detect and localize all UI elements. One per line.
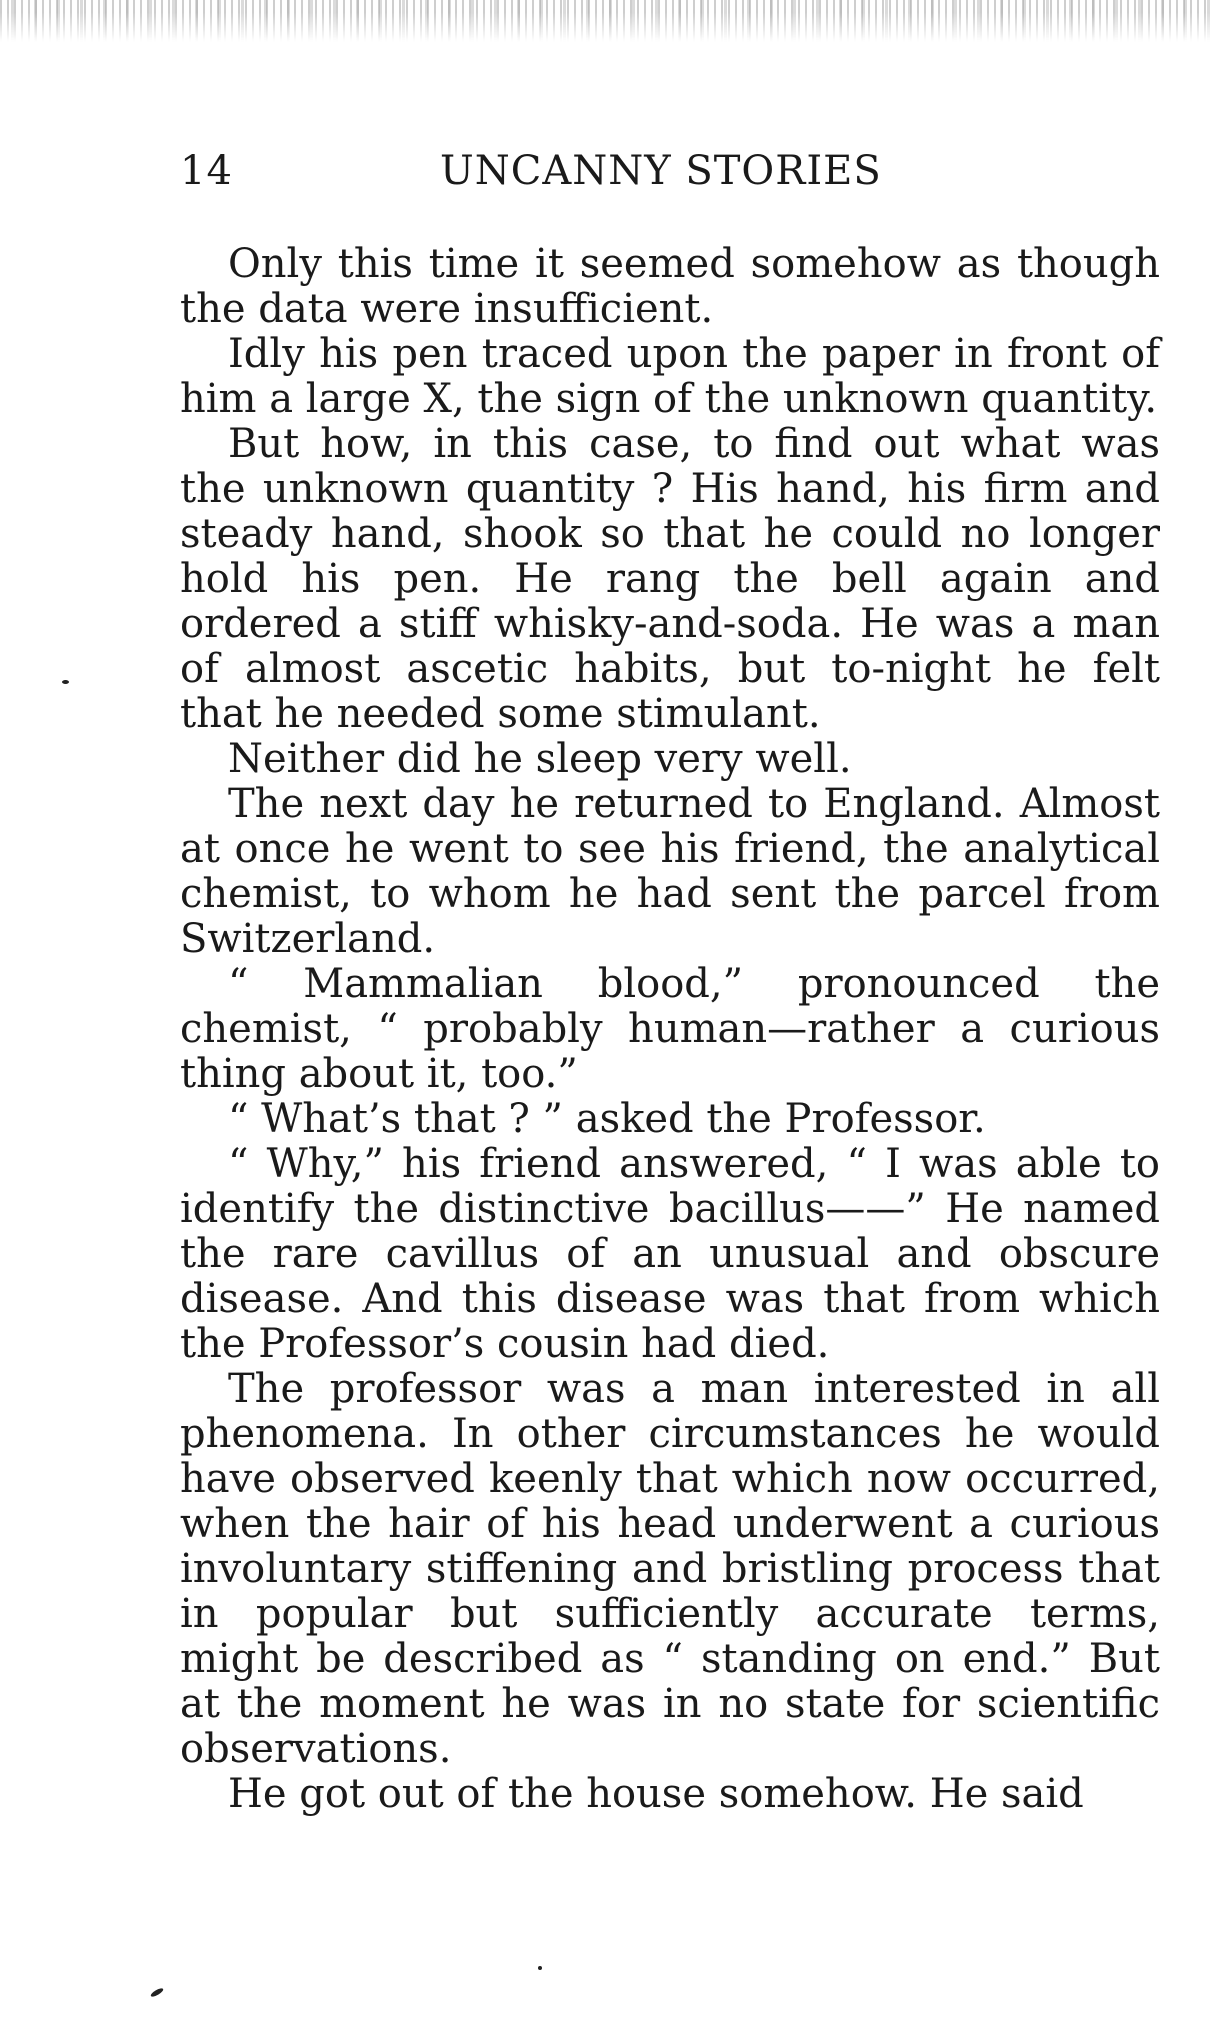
scan-speck (538, 1966, 542, 1970)
paragraph: “ What’s that ? ” asked the Professor. (228, 1096, 986, 1142)
paragraph: The next day he returned to England. Almost at once he went to see his friend, the analytical chemist, to whom he had sent the parcel from Switzerland. (180, 781, 1160, 962)
paragraph: “ Why,” his friend answered, “ I was able to identify the distinctive bacillus——” He named the rare cavillus of an unusual and obscure disease. And this disease was that from which the Professor’s cousin had died. (180, 1141, 1160, 1367)
paragraph: “ Mammalian blood,” pronounced the chemist, “ probably human—rather a curious thing about it, too.” (180, 961, 1160, 1097)
scan-noise-band (0, 0, 1210, 42)
running-head: UNCANNY STORIES (440, 148, 882, 194)
paragraph: Idly his pen traced upon the paper in front of him a large X, the sign of the unknown quantity. (180, 331, 1160, 422)
paragraph: Neither did he sleep very well. (228, 736, 852, 782)
page-number: 14 (180, 148, 233, 194)
scan-speck (62, 680, 69, 684)
paragraph: But how, in this case, to find out what was the unknown quantity ? His hand, his firm and steady hand, shook so that he could no longer hold his pen. He rang the bell again and ordered a stiff whisky-and-soda. He was a man of almost ascetic habits, but to-night he felt that he needed some stimulant. (180, 421, 1160, 737)
paragraph: Only this time it seemed somehow as though the data were insufficient. (180, 241, 1160, 332)
paragraph: The professor was a man interested in all phenomena. In other circumstances he would have observed keenly that which now occurred, when the hair of his head underwent a curious involuntary stiffening and bristling process that in popular but sufficiently accurate terms, might be described as “ standing on end.” But at the moment he was in no state for scientific observations. (180, 1366, 1160, 1772)
paragraph: He got out of the house somehow. He said (228, 1771, 1084, 1817)
body-text (180, 242, 1160, 1817)
page-header (180, 148, 1160, 198)
scan-speck (150, 1987, 165, 1998)
